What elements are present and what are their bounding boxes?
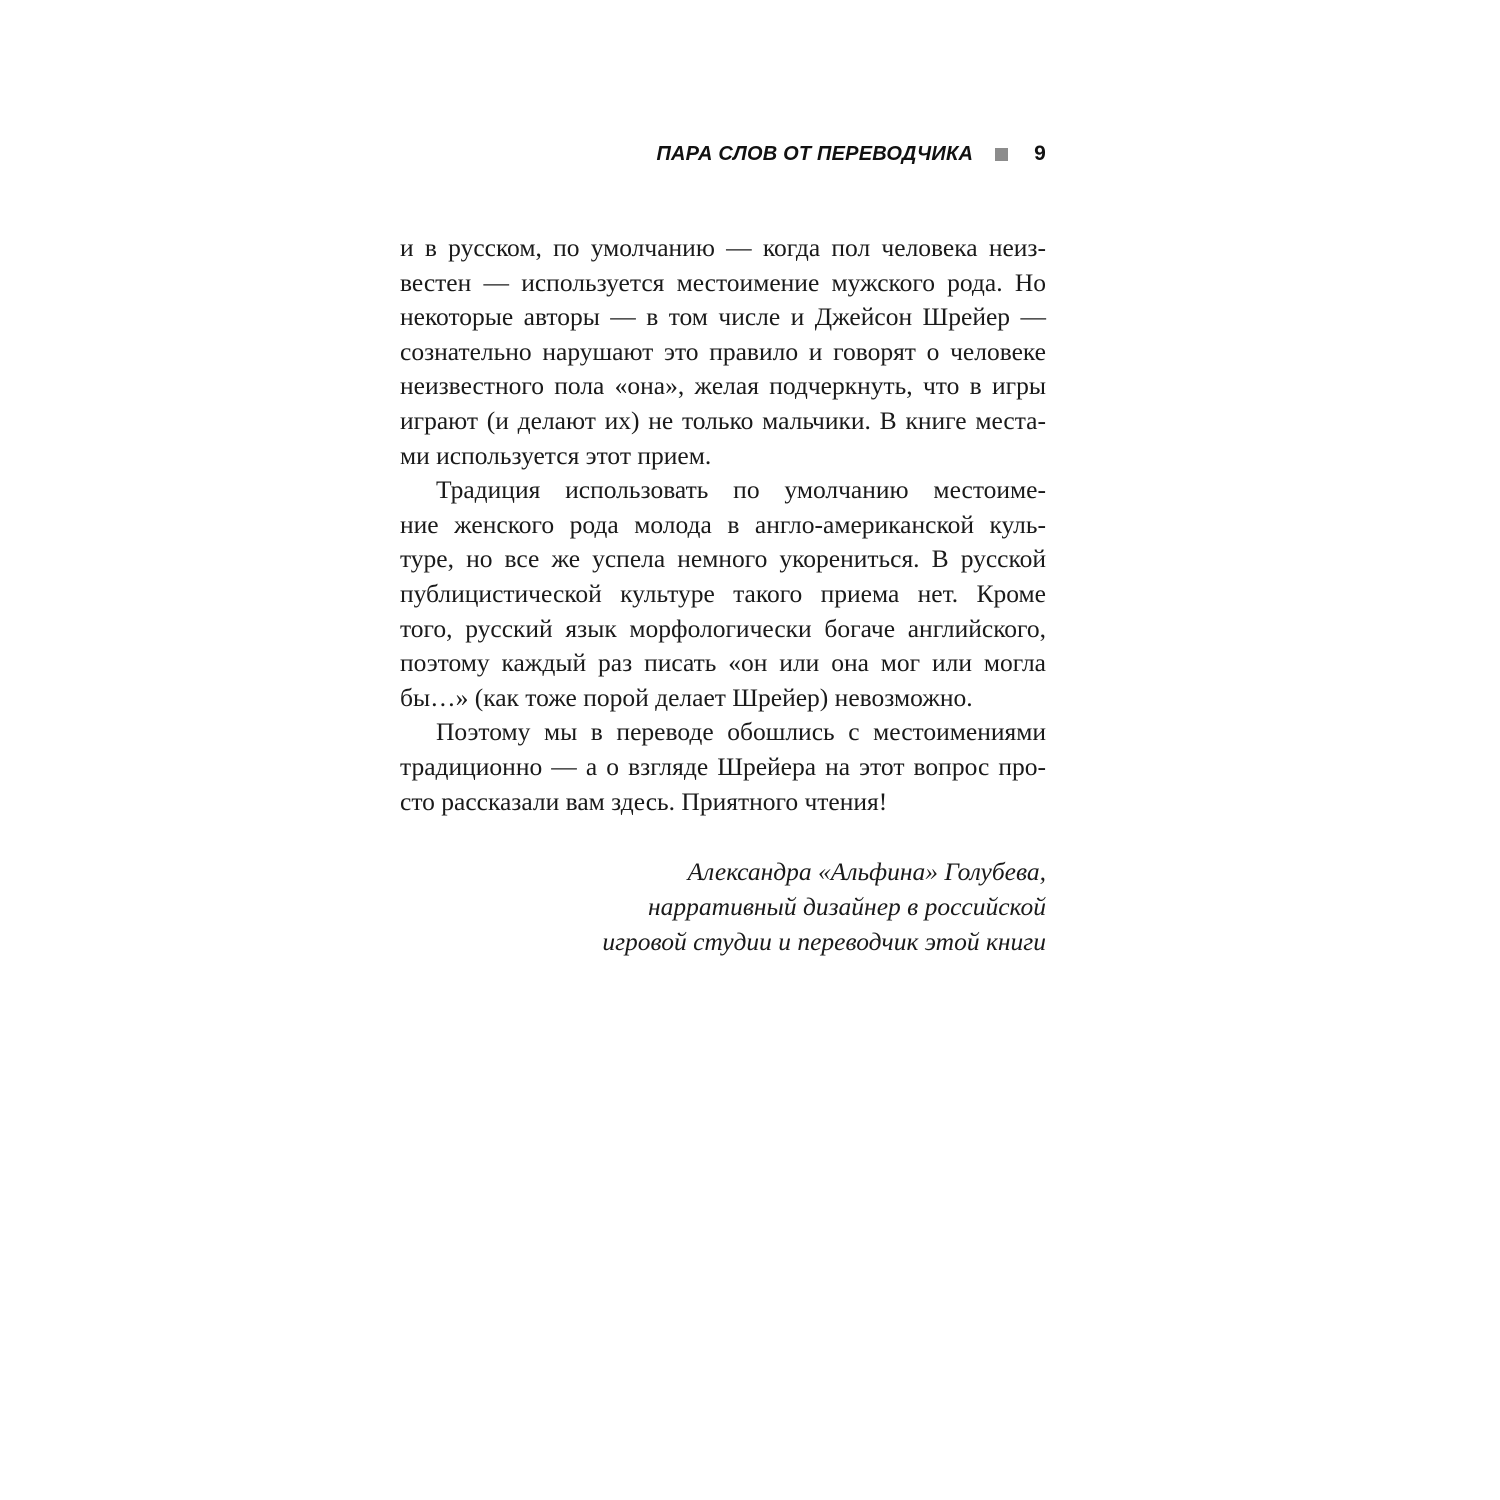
text-line: ми используется этот прием. bbox=[400, 440, 712, 470]
text-line: сознательно нарушают это правило и говорят о человеке bbox=[400, 336, 1046, 366]
paragraph-2 bbox=[400, 473, 1046, 715]
text-line: традиционно — а о взгляде Шрейера на этот вопрос про- bbox=[400, 751, 1046, 781]
text-line: сто рассказали вам здесь. Приятного чтения! bbox=[400, 786, 888, 816]
header-square-marker bbox=[995, 148, 1008, 161]
translator-signature bbox=[400, 855, 1046, 959]
text-line: и в русском, по умолчанию — когда пол человека неиз- bbox=[400, 233, 1046, 262]
text-line: играют (и делают их) не только мальчики. В книге места- bbox=[400, 405, 1046, 435]
body-text bbox=[400, 231, 1046, 819]
signature-line: игровой студии и переводчик этой книги bbox=[602, 926, 1046, 956]
text-line: Поэтому мы в переводе обошлись с местоимениями bbox=[436, 717, 1046, 747]
text-line: бы…» (как тоже порой делает Шрейер) невозможно. bbox=[400, 682, 973, 712]
page-number: 9 bbox=[1034, 142, 1046, 165]
signature-line: Александра «Альфина» Голубева, bbox=[687, 857, 1046, 886]
signature-line: нарративный дизайнер в российской bbox=[648, 891, 1046, 921]
text-line: публицистической культуре такого приема нет. Кроме bbox=[400, 578, 1046, 608]
paragraph-3 bbox=[400, 715, 1046, 819]
text-line: поэтому каждый раз писать «он или она мог или могла bbox=[400, 648, 1046, 678]
text-line: Традиция использовать по умолчанию местоиме- bbox=[436, 475, 1046, 505]
text-line: ние женского рода молода в англо-американской куль- bbox=[400, 509, 1046, 539]
text-line: того, русский язык морфологически богаче английского, bbox=[400, 613, 1046, 643]
running-header-title: ПАРА СЛОВ ОТ ПЕРЕВОДЧИКА bbox=[656, 142, 974, 165]
text-line: некоторые авторы — в том числе и Джейсон Шрейер — bbox=[400, 302, 1046, 332]
text-line: неизвестного пола «она», желая подчеркнуть, что в игры bbox=[400, 371, 1046, 401]
paragraph-1 bbox=[400, 231, 1046, 473]
text-line: вестен — используется местоимение мужского рода. Но bbox=[400, 267, 1046, 297]
text-line: туре, но все же успела немного укорениться. В русской bbox=[400, 544, 1046, 574]
running-header bbox=[400, 138, 1046, 170]
